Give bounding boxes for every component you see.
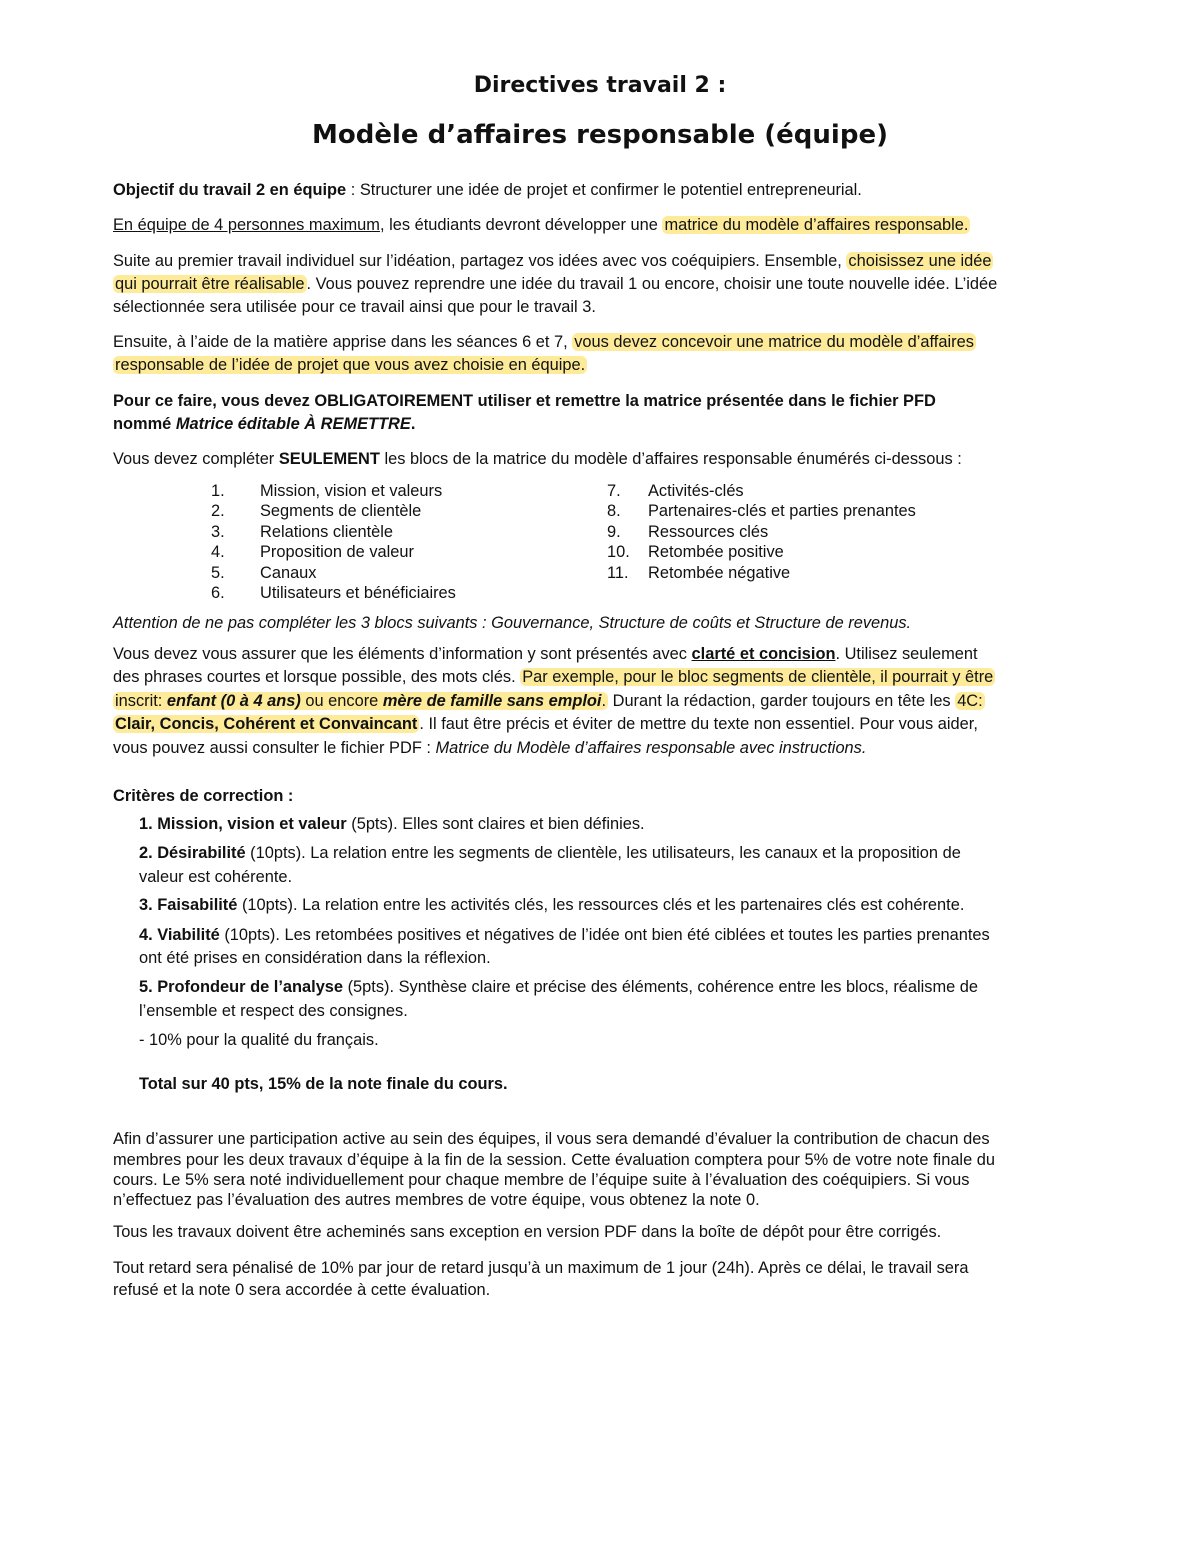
list-item-number: 10. (607, 543, 630, 561)
list-item-number: 5. (211, 564, 225, 582)
design-highlight: vous devez concevoir une matrice du modèle d’affaires (574, 333, 974, 351)
criterion-text: (10pts). La relation entre les activités clés, les ressources clés et les partenaires clés est cohérente. (237, 896, 965, 914)
clarity-text: . Il faut être précis et éviter de mettre du texte non essentiel. Pour vous aider, (419, 715, 978, 733)
clarity-line-3 (113, 690, 985, 712)
complete-instruction (113, 448, 962, 470)
ideation-text: Suite au premier travail individuel sur l’idéation, partagez vos idées avec vos coéquipiers. Ensemble, (113, 252, 847, 270)
mandatory-text: . (410, 415, 416, 433)
list-item: Canaux (260, 564, 317, 582)
peer-eval-line-3: cours. Le 5% sera noté individuellement pour chaque membre de l’équipe suite à l’évaluation des coéquipiers. Si vous (113, 1171, 970, 1189)
list-item: Utilisateurs et bénéficiaires (260, 584, 456, 602)
criterion-label: 1. Mission, vision et valeur (139, 815, 347, 833)
clarity-line-4 (113, 713, 978, 735)
clarity-text: . (601, 692, 607, 710)
mandatory-line-2 (113, 413, 415, 435)
ideation-highlight: choisissez une idée (848, 252, 992, 270)
clarity-text: Vous devez vous assurer que les éléments d’information y sont présentés avec (113, 645, 692, 663)
mandatory-line-1: Pour ce faire, vous devez OBLIGATOIREMENT utiliser et remettre la matrice présentée dans le fichier PFD (113, 392, 936, 410)
team-paragraph (113, 214, 970, 236)
instructions-file-name: Matrice du Modèle d’affaires responsable avec instructions. (435, 739, 867, 757)
complete-emphasis: SEULEMENT (278, 450, 380, 468)
peer-eval-line-1: Afin d’assurer une participation active au sein des équipes, il vous sera demandé d’évaluer la contribution de chacun des (113, 1130, 990, 1148)
clarity-text: . Utilisez seulement (835, 645, 978, 663)
list-item-number: 6. (211, 584, 225, 602)
peer-eval-line-4: n’effectuez pas l’évaluation des autres membres de votre équipe, vous obtenez la note 0. (113, 1191, 760, 1209)
total-score: Total sur 40 pts, 15% de la note finale du cours. (139, 1075, 508, 1093)
attention-note: Attention de ne pas compléter les 3 blocs suivants : Gouvernance, Structure de coûts et Structure de revenus. (113, 614, 912, 632)
list-item-number: 11. (607, 564, 629, 582)
criterion-text: (5pts). Synthèse claire et précise des éléments, cohérence entre les blocs, réalisme de (343, 978, 979, 996)
clarity-text: inscrit: (115, 692, 167, 710)
clarity-line-5 (113, 737, 866, 759)
late-policy-line-2: refusé et la note 0 sera accordée à cette évaluation. (113, 1281, 491, 1299)
objective-label: Objectif du travail 2 en équipe (113, 181, 347, 199)
list-item-number: 7. (607, 482, 621, 500)
ideation-line-1 (113, 250, 993, 272)
four-c-highlight: Clair, Concis, Cohérent et Convaincant (115, 715, 418, 733)
objective-paragraph (113, 179, 862, 201)
list-item: Retombée négative (648, 564, 791, 582)
list-item-number: 2. (211, 502, 225, 520)
list-item-number: 1. (211, 482, 225, 500)
list-item-number: 3. (211, 523, 225, 541)
document-subtitle: Modèle d’affaires responsable (équipe) (312, 120, 888, 150)
criterion-french: - 10% pour la qualité du français. (139, 1031, 379, 1049)
criterion-4 (139, 924, 990, 946)
criterion-label: 4. Viabilité (139, 926, 220, 944)
criterion-1 (139, 813, 645, 835)
criterion-text: (5pts). Elles sont claires et bien définies. (346, 815, 645, 833)
list-item-number: 8. (607, 502, 621, 520)
ideation-line-2 (113, 273, 997, 295)
document-title: Directives travail 2 : (473, 73, 727, 98)
list-item: Mission, vision et valeurs (260, 482, 443, 500)
ideation-text: . Vous pouvez reprendre une idée du travail 1 ou encore, choisir une toute nouvelle idée. L’idée (306, 275, 998, 293)
list-item: Ressources clés (648, 523, 769, 541)
team-size-text: En équipe de 4 personnes maximum (113, 216, 380, 234)
design-line-2 (113, 354, 587, 376)
clarity-text: Durant la rédaction, garder toujours en tête les (608, 692, 956, 710)
criteria-heading: Critères de correction : (113, 787, 294, 805)
clarity-line-2 (113, 666, 995, 688)
criterion-5-cont: l’ensemble et respect des consignes. (139, 1002, 408, 1020)
clarity-line-1 (113, 643, 978, 665)
criterion-label: 3. Faisabilité (139, 896, 238, 914)
criterion-text: (10pts). Les retombées positives et négatives de l’idée ont bien été ciblées et toutes les parties prenantes (219, 926, 990, 944)
complete-text: les blocs de la matrice du modèle d’affaires responsable énumérés ci-dessous : (379, 450, 962, 468)
clarity-text: vous pouvez aussi consulter le fichier PDF : (113, 739, 436, 757)
ideation-highlight: qui pourrait être réalisable (115, 275, 305, 293)
criterion-2-cont: valeur est cohérente. (139, 868, 293, 886)
submission-note: Tous les travaux doivent être acheminés sans exception en version PDF dans la boîte de dépôt pour être corrigés. (113, 1223, 942, 1241)
criterion-5 (139, 976, 978, 998)
mandatory-file-name: Matrice éditable À REMETTRE (175, 415, 411, 433)
late-policy-line-1: Tout retard sera pénalisé de 10% par jour de retard jusqu’à un maximum de 1 jour (24h). Après ce délai, le travail sera (113, 1259, 969, 1277)
list-item-number: 9. (607, 523, 621, 541)
design-text: Ensuite, à l’aide de la matière apprise dans les séances 6 et 7, (113, 333, 573, 351)
ideation-line-3: sélectionnée sera utilisée pour ce travail ainsi que pour le travail 3. (113, 298, 596, 316)
team-text: , les étudiants devront développer une (379, 216, 663, 234)
clarity-highlight (113, 692, 608, 710)
clarity-text: ou encore (300, 692, 383, 710)
clarity-text: des phrases courtes et lorsque possible, des mots clés. (113, 668, 521, 686)
clarity-highlight: Par exemple, pour le bloc segments de clientèle, il pourrait y être (522, 668, 994, 686)
list-item: Relations clientèle (260, 523, 394, 541)
list-item: Partenaires-clés et parties prenantes (648, 502, 916, 520)
clarity-emphasis: clarté et concision (691, 645, 836, 663)
list-item: Activités-clés (648, 482, 744, 500)
mandatory-text: nommé (113, 415, 176, 433)
complete-text: Vous devez compléter (113, 450, 279, 468)
criterion-3 (139, 894, 964, 916)
list-item: Retombée positive (648, 543, 784, 561)
peer-eval-line-2: membres pour les deux travaux d’équipe à la fin de la session. Cette évaluation comptera pour 5% de votre note finale du (113, 1151, 995, 1169)
criterion-label: 2. Désirabilité (139, 844, 246, 862)
list-item-number: 4. (211, 543, 225, 561)
list-item: Proposition de valeur (260, 543, 414, 561)
example-term: mère de famille sans emploi (382, 692, 602, 710)
criterion-2 (139, 842, 961, 864)
clarity-highlight: 4C: (957, 692, 983, 710)
objective-text: : Structurer une idée de projet et confirmer le potentiel entrepreneurial. (346, 181, 862, 199)
list-item: Segments de clientèle (260, 502, 422, 520)
criterion-label: 5. Profondeur de l’analyse (139, 978, 344, 996)
team-highlight: matrice du modèle d’affaires responsable. (664, 216, 969, 234)
design-highlight: responsable de l’idée de projet que vous avez choisie en équipe. (115, 356, 586, 374)
example-term: enfant (0 à 4 ans) (166, 692, 301, 710)
criterion-text: (10pts). La relation entre les segments de clientèle, les utilisateurs, les canaux et la proposition de (245, 844, 961, 862)
design-line-1 (113, 331, 976, 353)
criterion-4-cont: ont été prises en considération dans la réflexion. (139, 949, 491, 967)
